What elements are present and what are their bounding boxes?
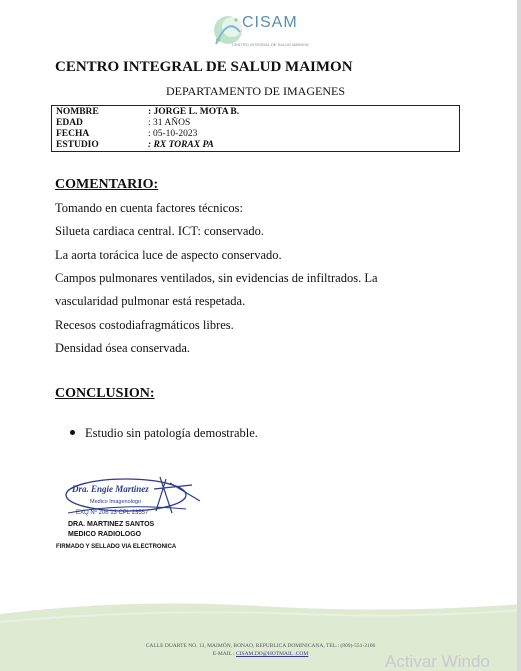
- signature-note: FIRMADO Y SELLADO VIA ELECTRONICA: [56, 544, 177, 550]
- info-label: ESTUDIO: [56, 140, 99, 150]
- comentario-line: La aorta torácica luce de aspecto conservado.: [55, 248, 282, 262]
- comentario-line: Campos pulmonares ventilados, sin evidencias de infiltrados. La: [55, 271, 378, 285]
- footer-email-link[interactable]: CISAM.DO@HOTMAIL .COM: [236, 651, 309, 657]
- activation-watermark: Activar Windo: [385, 652, 490, 671]
- comentario-line: Densidad ósea conservada.: [55, 341, 191, 355]
- info-label: FECHA: [56, 129, 90, 139]
- info-value: : 05-10-2023: [148, 129, 198, 139]
- bullet-icon: [70, 430, 75, 435]
- signer-name: DRA. MARTINEZ SANTOS: [68, 521, 155, 528]
- signature-stamp-icon: [60, 473, 208, 519]
- footer-address: CALLE DUARTE NO. 13, MAIMÓN, BONAO, REPUBLICA DOMINICANA, TEL.: (809)-551-2106: [145, 643, 376, 649]
- page-edge: [517, 0, 521, 671]
- comentario-heading: COMENTARIO:: [55, 177, 159, 192]
- department-label: DEPARTAMENTO DE IMAGENES: [166, 84, 345, 98]
- info-value: : RX TORAX PA: [148, 140, 214, 150]
- info-label: NOMBRE: [56, 107, 99, 117]
- comentario-line: Tomando en cuenta factores técnicos:: [55, 201, 243, 215]
- patient-info-box: [51, 105, 460, 152]
- comentario-line: vascularidad pulmonar está respetada.: [55, 294, 246, 308]
- signer-title: MEDICO RADIOLOGO: [68, 531, 142, 538]
- logo-subtitle: CENTRO INTEGRAL DE SALUD MAIMON: [232, 42, 309, 47]
- stamp-title: Medico Imagenologo: [90, 499, 142, 505]
- page-title: CENTRO INTEGRAL DE SALUD MAIMON: [55, 59, 353, 75]
- logo-brand-text: CISAM: [242, 14, 298, 31]
- conclusion-item: Estudio sin patología demostrable.: [85, 426, 258, 440]
- info-label: EDAD: [56, 118, 83, 128]
- footer-email-label: E-MAIL :: [212, 651, 235, 657]
- comentario-line: Recesos costodiafragmáticos libres.: [55, 318, 234, 332]
- info-value: : 31 AÑOS: [148, 118, 191, 128]
- conclusion-heading: CONCLUSION:: [55, 386, 155, 401]
- stamp-exequatur: EXQ Nº 206 13 CPL 23557: [76, 510, 149, 516]
- stamp-name: Dra. Engie Martinez: [72, 484, 149, 494]
- comentario-line: Silueta cardiaca central. ICT: conservado.: [55, 224, 265, 238]
- info-value: : JORGE L. MOTA B.: [148, 107, 240, 117]
